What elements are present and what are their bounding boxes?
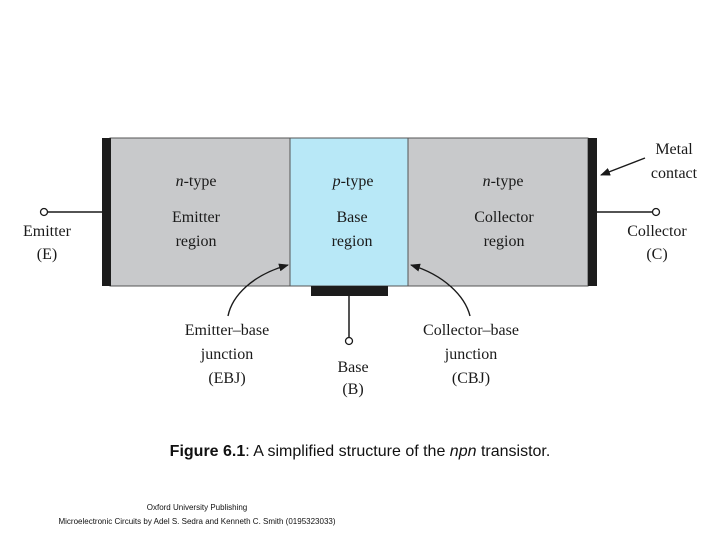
emitter-metal-contact [102,138,111,286]
caption-italic-term: npn [449,443,477,460]
credits-line2: Microelectronic Circuits by Adel S. Sedra and Kenneth C. Smith (0195323033) [58,517,336,526]
figure-caption [0,443,720,461]
emitter-terminal-label-line2: (E) [36,246,58,263]
emitter-region-line1: Emitter [172,209,220,226]
emitter-terminal-dot [41,209,48,216]
cbj-label-line2: junction [444,346,498,363]
base-metal-contact [311,286,388,296]
emitter-type-label: n-type [175,173,217,190]
caption-text-before: : A simplified structure of the [245,443,450,460]
base-terminal-dot [346,338,353,345]
metal-contact-label-line1: Metal [655,141,693,158]
collector-type-label: n-type [482,173,524,190]
base-region-line1: Base [336,209,368,226]
publisher-credits [32,501,362,529]
collector-region-line2: region [483,233,525,250]
caption-text-after: transistor. [476,443,551,460]
base-terminal-label-line2: (B) [342,381,364,398]
metal-contact-label-line2: contact [650,165,698,182]
ebj-label-line1: Emitter–base [184,322,270,339]
metal-contact-arrow [601,158,645,175]
ebj-label-line3: (EBJ) [208,370,246,387]
base-terminal-label-line1: Base [337,359,369,376]
base-type-label: p-type [332,173,374,190]
collector-metal-contact [588,138,597,286]
figure-number: Figure 6.1 [169,443,246,460]
collector-region-line1: Collector [474,209,534,226]
cbj-label-line3: (CBJ) [451,370,491,387]
emitter-terminal-label-line1: Emitter [23,223,71,240]
cbj-label-line1: Collector–base [423,322,519,339]
credits-line1: Oxford University Publishing [146,503,248,512]
collector-terminal-label-line1: Collector [627,223,687,240]
base-region-line2: region [331,233,373,250]
emitter-region-line2: region [175,233,217,250]
collector-terminal-label-line2: (C) [646,246,668,263]
ebj-label-line2: junction [200,346,254,363]
collector-terminal-dot [653,209,660,216]
